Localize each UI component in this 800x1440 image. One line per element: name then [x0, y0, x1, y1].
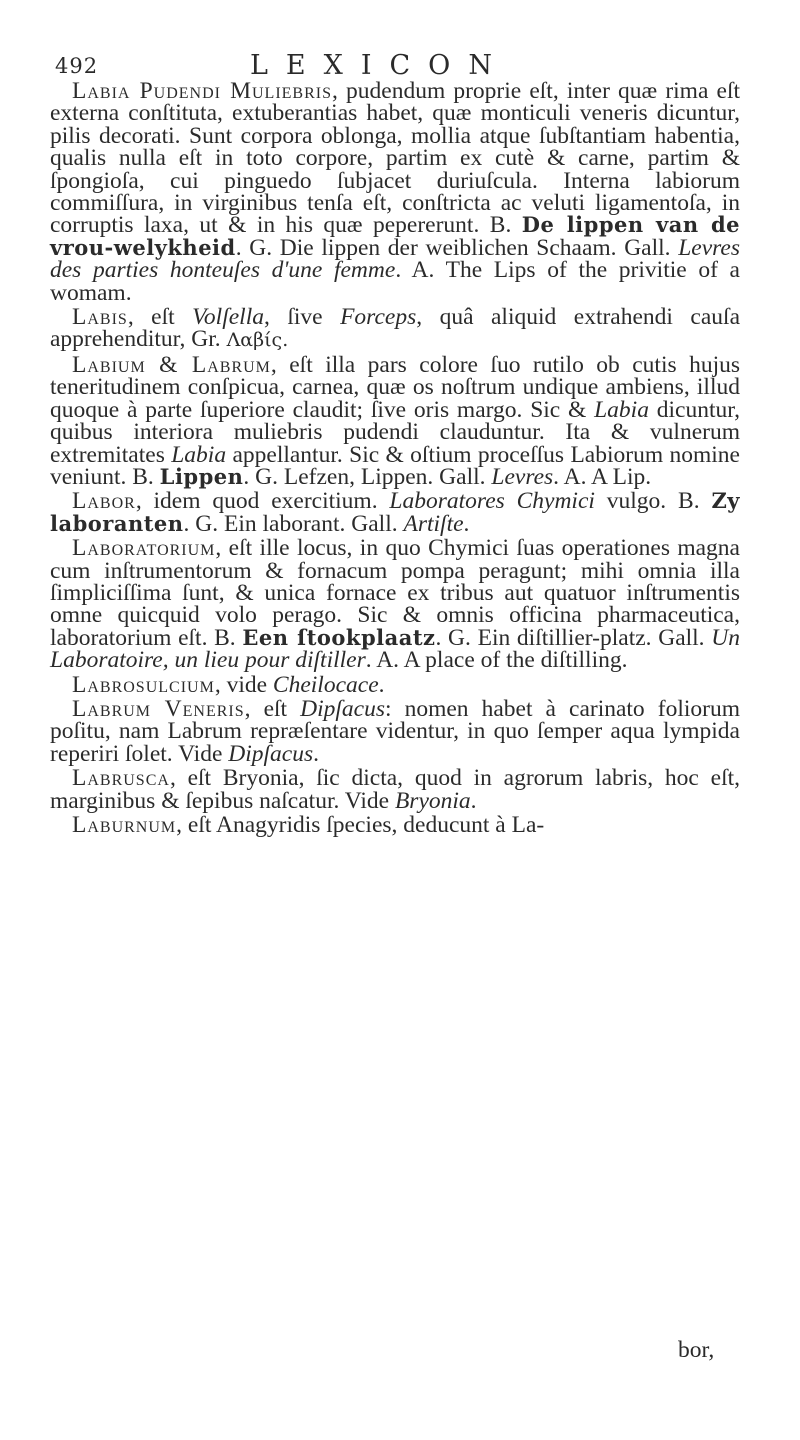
cross-reference: Bryonia — [394, 787, 471, 814]
term: Labia — [594, 396, 649, 423]
entry-text: . — [378, 671, 385, 698]
entry-text: appellantur. Sic & oſtium proceſſus Labiorum nomine veniunt. B. — [50, 441, 740, 490]
running-title: LEXICON — [250, 50, 510, 81]
term: Labia — [171, 441, 227, 468]
entry-text: . A. The Lips of the privitie of a womam. — [50, 257, 740, 306]
dutch-term: De lippen van de vrou-welykheid — [50, 212, 740, 260]
entry-labis — [50, 306, 740, 352]
entry-text: . — [470, 787, 477, 814]
entry-text: . G. Ein laborant. Gall. — [183, 510, 404, 537]
entry-text: , eſt — [244, 695, 301, 722]
entry-text: , ſive — [263, 304, 341, 331]
entry-text: dicuntur, quibus interiora muliebris pudendi clauduntur. Ita & vulnerum extremitates — [50, 396, 741, 468]
entry-text: , vide — [214, 671, 273, 698]
entry-labrum-veneris — [50, 695, 740, 767]
synonym: Volſella — [192, 304, 264, 331]
dutch-term: Een ſtookplaatz — [242, 624, 436, 650]
headword: Labor — [72, 488, 136, 515]
entry-text: , eſt Bryonia, ſic dicta, quod in agrorum labris, hoc eſt, marginibus & ſepibus naſcatur. Vide — [50, 765, 740, 814]
entry-labium — [50, 351, 741, 490]
headword: Labrum Veneris — [72, 695, 245, 722]
entry-text: . — [463, 510, 470, 537]
synonym: Forceps — [340, 304, 417, 331]
french-term: Levres des parties honteuſes d'une femme — [50, 234, 740, 284]
entry-labia-pudendi — [50, 80, 740, 304]
entry-text: , quâ aliquid extrahendi cauſa apprehenditur, Gr. — [50, 304, 740, 353]
entry-text: . A. A Lip. — [553, 463, 652, 490]
entry-text: , eſt ille locus, in quo Chymici ſuas operationes magna cum inſtrumentorum & fornacum pompa peragunt; mihi omnia illa ſimpliciſſima ſunt, & unica fornace ex tribus aut quatuor inſtrumentis omne quicquid volo perago. Sic & omnis officina pharmaceutica, laboratorium eſt. B. — [50, 535, 740, 651]
entry-laboratorium — [50, 535, 740, 674]
entry-text: , eſt Anagyridis ſpecies, deducunt à La- — [176, 812, 545, 838]
entry-text: , eſt illa pars colore ſuo rutilo ob cutis hujus teneritudinem conſpicua, carnea, quæ os noſtrum undique ambiens, illud quoque à parte ſuperiore claudit; ſive oris margo. Sic & — [50, 351, 740, 423]
headword: Labis — [72, 304, 128, 331]
headword: Laboratorium — [72, 535, 216, 562]
entry-text: . A. A place of the diſtilling. — [365, 647, 628, 674]
entry-text: : nomen habet à carinato foliorum poſitu, nam Labrum repræſentare videntur, in quo ſemper aqua lympida reperiri ſolet. Vide — [50, 695, 740, 767]
entry-text: . — [313, 740, 319, 767]
cross-reference: Cheilocace — [272, 671, 379, 698]
headword: Labium & Labrum — [72, 351, 271, 378]
entry-text: , eſt — [127, 304, 193, 331]
headword: Labrosulcium — [72, 671, 215, 698]
term: Dipſacus — [300, 695, 385, 722]
headword: Laburnum — [72, 812, 177, 838]
page-number: 492 — [55, 54, 99, 78]
entry-labrusca — [50, 767, 740, 812]
entry-text: . G. Ein diſtillier-platz. Gall. — [435, 624, 712, 651]
entry-text: vulgo. B. — [594, 488, 712, 515]
cross-reference: Dipſacus — [228, 740, 314, 767]
headword: Labia Pudendi Muliebris — [72, 78, 333, 104]
headword: Labrusca — [72, 765, 170, 792]
greek-term: Λαβίς. — [226, 329, 289, 352]
catchword: bor, — [678, 1337, 715, 1363]
french-term: Levres — [491, 463, 554, 490]
term: Laboratores Chymici — [389, 488, 595, 515]
entry-text: , pudendum proprie eſt, inter quæ rima eſt externa conſtituta, extuberantias habet, quæ monticuli veneris dicuntur, pilis decorati. Sunt corpora oblonga, mollia atque ſubſtantiam habentia, qualis nulla eſt in toto corpore, partim ex cutè & carne, partim & ſpongioſa, cui pinguedo ſubjacet duriuſcula. Interna labiorum commiſſura, in virginibus tenſa eſt, conſtricta ac veluti ligamentoſa, in corruptis laxa, ut & in his quæ pepererunt. B. — [50, 78, 741, 239]
french-term: Artiſte — [403, 510, 464, 537]
dictionary-column — [50, 80, 740, 836]
entry-text: , idem quod exercitium. — [135, 488, 390, 515]
entry-labor — [50, 490, 740, 535]
entry-labrosulcium — [50, 671, 740, 698]
dutch-term: Lippen — [159, 463, 244, 489]
entry-text: . G. Lefzen, Lippen. Gall. — [243, 463, 492, 490]
dutch-term: Zy laboranten — [50, 488, 740, 536]
french-term: Un Laboratoire, un lieu pour diſtiller — [50, 624, 740, 674]
entry-text: . G. Die lippen der weiblichen Schaam. Gall. — [235, 234, 679, 261]
entry-laburnum — [50, 814, 740, 836]
